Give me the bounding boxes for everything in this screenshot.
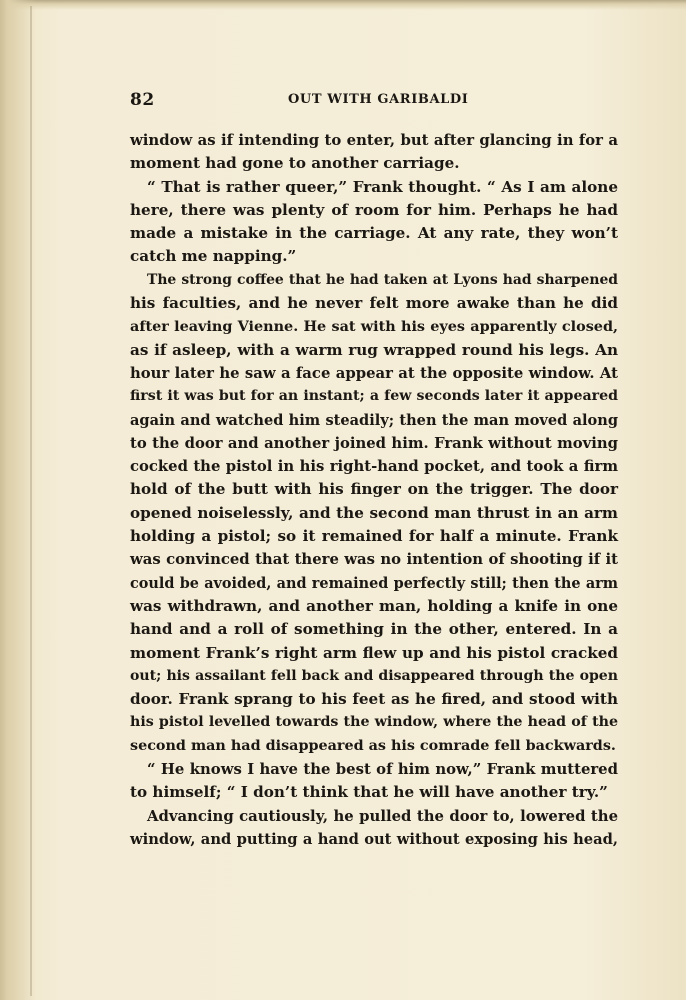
text-line: made a mistake in the carriage. At any rate, they won’t <box>130 224 618 243</box>
text-line: moment Frank’s right arm flew up and his pistol cracked <box>130 643 618 662</box>
text-line: moment had gone to another carriage. <box>130 154 460 173</box>
text-line: holding a pistol; so it remained for half a minute. Frank <box>130 527 618 546</box>
text-line: hand and a roll of something in the other, entered. In a <box>130 620 618 639</box>
text-line: his faculties, and he never felt more awake than he did <box>130 294 618 313</box>
text-line: “ That is rather queer,” Frank thought. “ As I am alone <box>147 177 618 196</box>
text-line: The strong coffee that he had taken at Lyons had sharpened <box>147 271 618 288</box>
text-line: again and watched him steadily; then the man moved along <box>130 411 618 429</box>
text-line: as if asleep, with a warm rug wrapped round his legs. An <box>130 340 618 359</box>
text-line: window, and putting a hand out without exposing his head, <box>130 830 618 848</box>
text-line: was withdrawn, and another man, holding a knife in one <box>130 596 618 615</box>
text-line: door. Frank sprang to his feet as he fired, and stood with <box>130 690 618 709</box>
page-number: 82 <box>130 90 155 110</box>
text-line: out; his assailant fell back and disappeared through the open <box>130 667 618 684</box>
text-line: to the door and another joined him. Frank without moving <box>130 434 618 452</box>
text-line: Advancing cautiously, he pulled the door to, lowered the <box>147 807 618 825</box>
text-line: could be avoided, and remained perfectly still; then the arm <box>130 574 618 592</box>
body-text <box>130 129 618 851</box>
text-line: first it was but for an instant; a few seconds later it appeared <box>130 388 618 405</box>
text-line: opened noiselessly, and the second man thrust in an arm <box>130 503 618 522</box>
text-line: after leaving Vienne. He sat with his eyes apparently closed, <box>130 318 618 336</box>
text-line: here, there was plenty of room for him. Perhaps he had <box>130 200 618 219</box>
text-line: his pistol levelled towards the window, where the head of the <box>130 714 618 731</box>
page-top-shadow <box>0 0 686 10</box>
text-line: second man had disappeared as his comrade fell backwards. <box>130 737 616 754</box>
text-line: hour later he saw a face appear at the opposite window. At <box>130 364 618 382</box>
page-header <box>130 90 618 116</box>
text-line: catch me napping.” <box>130 247 297 266</box>
text-line: cocked the pistol in his right-hand pocket, and took a firm <box>130 458 618 476</box>
text-line: “ He knows I have the best of him now,” Frank muttered <box>147 761 618 779</box>
gutter-line <box>30 6 32 996</box>
text-line: to himself; “ I don’t think that he will have another try.” <box>130 783 608 802</box>
text-line: was convinced that there was no intention of shooting if it <box>130 551 618 569</box>
running-head: OUT WITH GARIBALDI <box>288 92 469 107</box>
text-line: window as if intending to enter, but after glancing in for a <box>130 131 618 149</box>
text-line: hold of the butt with his finger on the trigger. The door <box>130 480 618 499</box>
